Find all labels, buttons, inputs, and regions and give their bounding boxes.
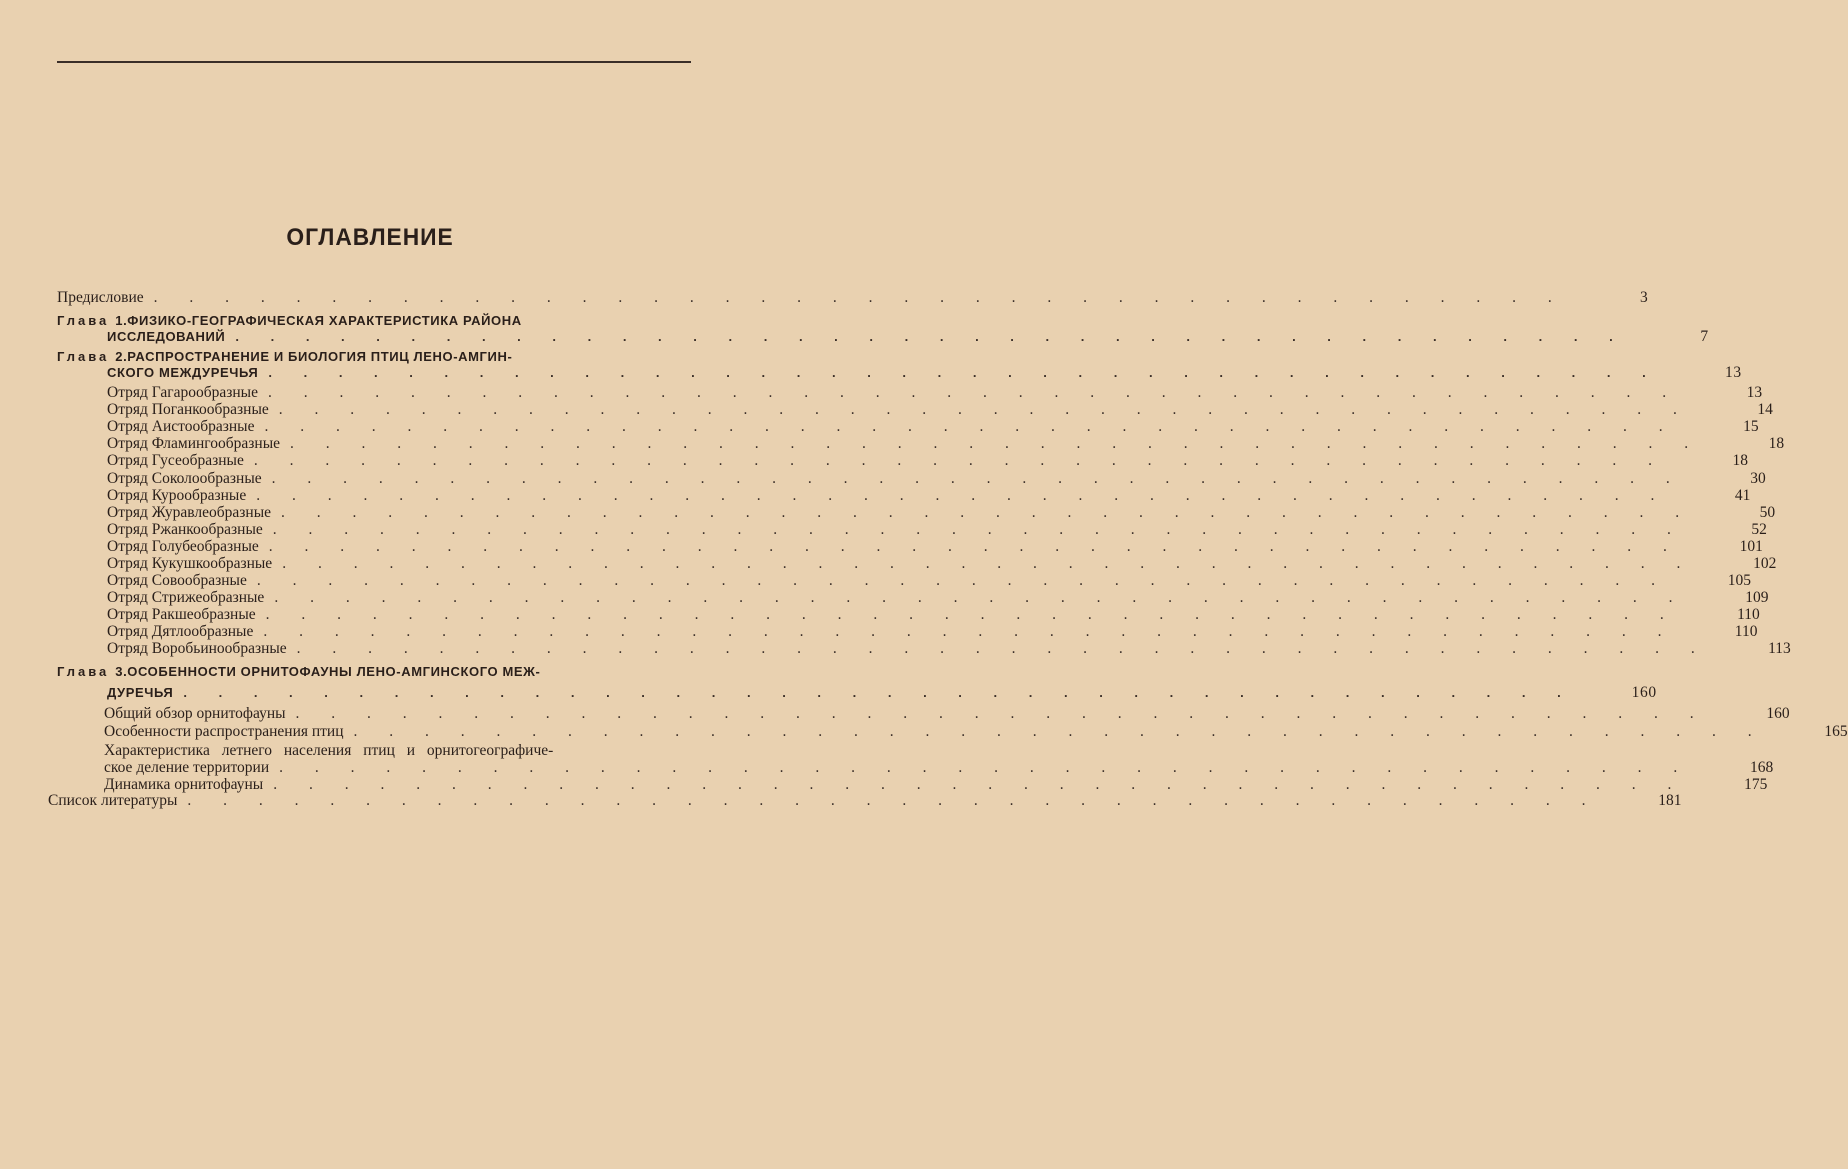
entry-title: Отряд Гусеобразные [107, 452, 244, 469]
toc-entry[interactable] [104, 723, 1848, 741]
page-number: 15 [1743, 418, 1759, 435]
page-number: 41 [1734, 487, 1751, 504]
page-title: ОГЛАВЛЕНИЕ [286, 224, 454, 251]
entry-title: Список литературы [48, 792, 178, 809]
entry-title: Отряд Гагарообразные [107, 384, 258, 401]
dot-leader: . . . . . . . . . . . . . . . . . . . . . . . . . . . . . . . . . . . . . . . . [267, 384, 1681, 401]
entry-title: Общий обзор орнитофауны [104, 705, 286, 722]
page-number: 3 [1640, 289, 1648, 306]
entry-title: Отряд Фламингообразные [107, 435, 280, 452]
entry-title: Отряд Ракшеобразные [107, 606, 256, 623]
dot-leader: . . . . . . . . . . . . . . . . . . . . . . . . . . . . . . . . . . . . . . . . [256, 487, 1669, 504]
chapter-title-line: 1.ФИЗИКО-ГЕОГРАФИЧЕСКАЯ ХАРАКТЕРИСТИКА РАЙОНА [115, 313, 522, 328]
dot-leader: . . . . . . . . . . . . . . . . . . . . . . . . . . . . . . . . . . . . . . . . [153, 289, 1566, 306]
toc-entry[interactable] [107, 401, 1773, 419]
toc-entry[interactable] [107, 589, 1769, 607]
chapter-title-line: ИССЛЕДОВАНИЙ [107, 329, 226, 344]
entry-title: Отряд Ржанкообразные [107, 521, 263, 538]
dot-leader: . . . . . . . . . . . . . . . . . . . . . . . . . . . . . . . . . . . . . . . . [289, 435, 1703, 452]
entry-title: Отряд Журавлеобразные [107, 504, 272, 521]
dot-leader: . . . . . . . . . . . . . . . . . . . . . . . . . . . . . . . . . . . . . . . . [256, 572, 1669, 589]
entry-title: Отряд Поганкообразные [107, 401, 269, 418]
toc-entry[interactable] [107, 452, 1748, 470]
toc-entry[interactable] [107, 418, 1759, 436]
entry-title: Отряд Кукушкообразные [107, 555, 273, 572]
chapter-prefix: Глава [57, 313, 110, 328]
dot-leader: . . . . . . . . . . . . . . . . . . . . . . . . . . . . . . . . . . . . . . . . [264, 418, 1677, 435]
toc-entry[interactable] [104, 705, 1790, 723]
entry-title: Отряд Совообразные [107, 572, 247, 589]
entry-title: Отряд Дятлообразные [107, 623, 254, 640]
page-number: 7 [1700, 328, 1709, 345]
page-number: 52 [1751, 521, 1767, 538]
dot-leader: . . . . . . . . . . . . . . . . . . . . . . . . . . . . . . . . . . . . . . . . [279, 759, 1692, 776]
chapter-prefix: Глава [57, 349, 110, 364]
chapter-prefix: Глава [57, 664, 110, 679]
toc-entry[interactable] [48, 792, 1682, 810]
page-number: 105 [1727, 572, 1751, 589]
toc-entry[interactable] [104, 759, 1774, 777]
toc-entry[interactable] [107, 435, 1785, 453]
page-number: 168 [1750, 759, 1774, 776]
dot-leader: . . . . . . . . . . . . . . . . . . . . . . . . . . . . . . . . . . . . . . . . [274, 589, 1687, 606]
page-number: 113 [1768, 640, 1791, 657]
dot-leader: . . . . . . . . . . . . . . . . . . . . . . . . . . . . . . . . . . . . . . . . [281, 504, 1694, 521]
dot-leader: . . . . . . . . . . . . . . . . . . . . . . . . . . . . . . . . . . . . . . . . [295, 705, 1708, 722]
entry-title: Предисловие [57, 289, 144, 306]
page-number: 165 [1824, 723, 1848, 740]
entry-title: Отряд Соколообразные [107, 470, 262, 487]
entry-title: Отряд Аистообразные [107, 418, 255, 435]
page-number: 102 [1753, 555, 1777, 572]
toc-entry[interactable] [57, 289, 1648, 307]
toc-entry[interactable] [107, 504, 1776, 522]
page-number: 13 [1725, 364, 1742, 381]
page-number: 160 [1766, 705, 1790, 722]
dot-leader: . . . . . . . . . . . . . . . . . . . . . . . . . . . . . . . . . . . . . . . . [253, 452, 1666, 469]
dot-leader: . . . . . . . . . . . . . . . . . . . . . . . . . . . . . . . . . . . . . . . . [265, 606, 1678, 623]
page-number: 181 [1658, 792, 1682, 809]
entry-title: Отряд Голубеобразные [107, 538, 259, 555]
dot-leader: . . . . . . . . . . . . . . . . . . . . . . . . . . . . . . . . . . . . . . . . [268, 538, 1681, 555]
dot-leader: . . . . . . . . . . . . . . . . . . . . . . . . . . . . . . . . . . . . . . . . [271, 470, 1684, 487]
entry-title: Отряд Стрижеобразные [107, 589, 265, 606]
toc-entry[interactable] [107, 538, 1763, 556]
page-number: 18 [1732, 452, 1748, 469]
entry-title-line: Характеристика летнего населения птиц и орнитогеографиче- [104, 742, 554, 759]
toc-chapter-line [57, 663, 690, 681]
chapter-title-line: СКОГО МЕЖДУРЕЧЬЯ [107, 365, 259, 380]
toc-entry[interactable] [107, 640, 1791, 658]
entry-title: Отряд Воробьинообразные [107, 640, 287, 657]
dot-leader: . . . . . . . . . . . . . . . . . . . . . . . . . . . . . . . . . . . . . . . . [235, 329, 1627, 344]
dot-leader: . . . . . . . . . . . . . . . . . . . . . . . . . . . . . . . . . . . . . . . . [183, 685, 1575, 700]
toc-entry-line [104, 742, 690, 760]
page-number: 14 [1757, 401, 1773, 418]
dot-leader: . . . . . . . . . . . . . . . . . . . . . . . . . . . . . . . . . . . . . . . . [273, 776, 1686, 793]
chapter-title-line: 2.РАСПРОСТРАНЕНИЕ И БИОЛОГИЯ ПТИЦ ЛЕНО-АМГИН- [115, 349, 513, 364]
toc-entry[interactable] [107, 470, 1766, 488]
page-number: 110 [1734, 623, 1758, 640]
dot-leader: . . . . . . . . . . . . . . . . . . . . . . . . . . . . . . . . . . . . . . . . [353, 723, 1766, 740]
toc-entry[interactable] [107, 487, 1751, 505]
page-number: 30 [1750, 470, 1766, 487]
entry-title-line: ское деление территории [104, 759, 270, 776]
dot-leader: . . . . . . . . . . . . . . . . . . . . . . . . . . . . . . . . . . . . . . . . [278, 401, 1691, 418]
toc-entry[interactable] [107, 572, 1751, 590]
page-number: 50 [1759, 504, 1776, 521]
dot-leader: . . . . . . . . . . . . . . . . . . . . . . . . . . . . . . . . . . . . . . . . [187, 792, 1600, 809]
page-number: 18 [1768, 435, 1785, 452]
page-number: 109 [1745, 589, 1769, 606]
page-number: 101 [1739, 538, 1763, 555]
entry-title: Особенности распространения птиц [104, 723, 344, 740]
entry-title: Динамика орнитофауны [104, 776, 264, 793]
top-rule [57, 61, 691, 63]
dot-leader: . . . . . . . . . . . . . . . . . . . . . . . . . . . . . . . . . . . . . . . . [263, 623, 1676, 640]
page-number: 175 [1744, 776, 1768, 793]
chapter-title-line: ДУРЕЧЬЯ [107, 685, 174, 700]
page-number: 160 [1631, 684, 1657, 701]
entry-title: Отряд Курообразные [107, 487, 247, 504]
chapter-title-line: 3.ОСОБЕННОСТИ ОРНИТОФАУНЫ ЛЕНО-АМГИНСКОГО МЕЖ- [115, 664, 541, 679]
toc-entry[interactable] [107, 555, 1777, 573]
toc-entry[interactable] [107, 384, 1763, 402]
toc-entry-chapter[interactable] [107, 328, 1709, 346]
toc-entry[interactable] [107, 606, 1760, 624]
toc-entry[interactable] [107, 623, 1758, 641]
toc-entry-chapter[interactable] [107, 684, 1657, 702]
page-number: 13 [1746, 384, 1763, 401]
dot-leader: . . . . . . . . . . . . . . . . . . . . . . . . . . . . . . . . . . . . . . . . [296, 640, 1709, 657]
dot-leader: . . . . . . . . . . . . . . . . . . . . . . . . . . . . . . . . . . . . . . . . [282, 555, 1695, 572]
toc-entry[interactable] [107, 521, 1767, 539]
page-number: 110 [1737, 606, 1760, 623]
dot-leader: . . . . . . . . . . . . . . . . . . . . . . . . . . . . . . . . . . . . . . . . [268, 365, 1660, 380]
dot-leader: . . . . . . . . . . . . . . . . . . . . . . . . . . . . . . . . . . . . . . . . [272, 521, 1685, 538]
toc-entry-chapter[interactable] [107, 364, 1742, 382]
